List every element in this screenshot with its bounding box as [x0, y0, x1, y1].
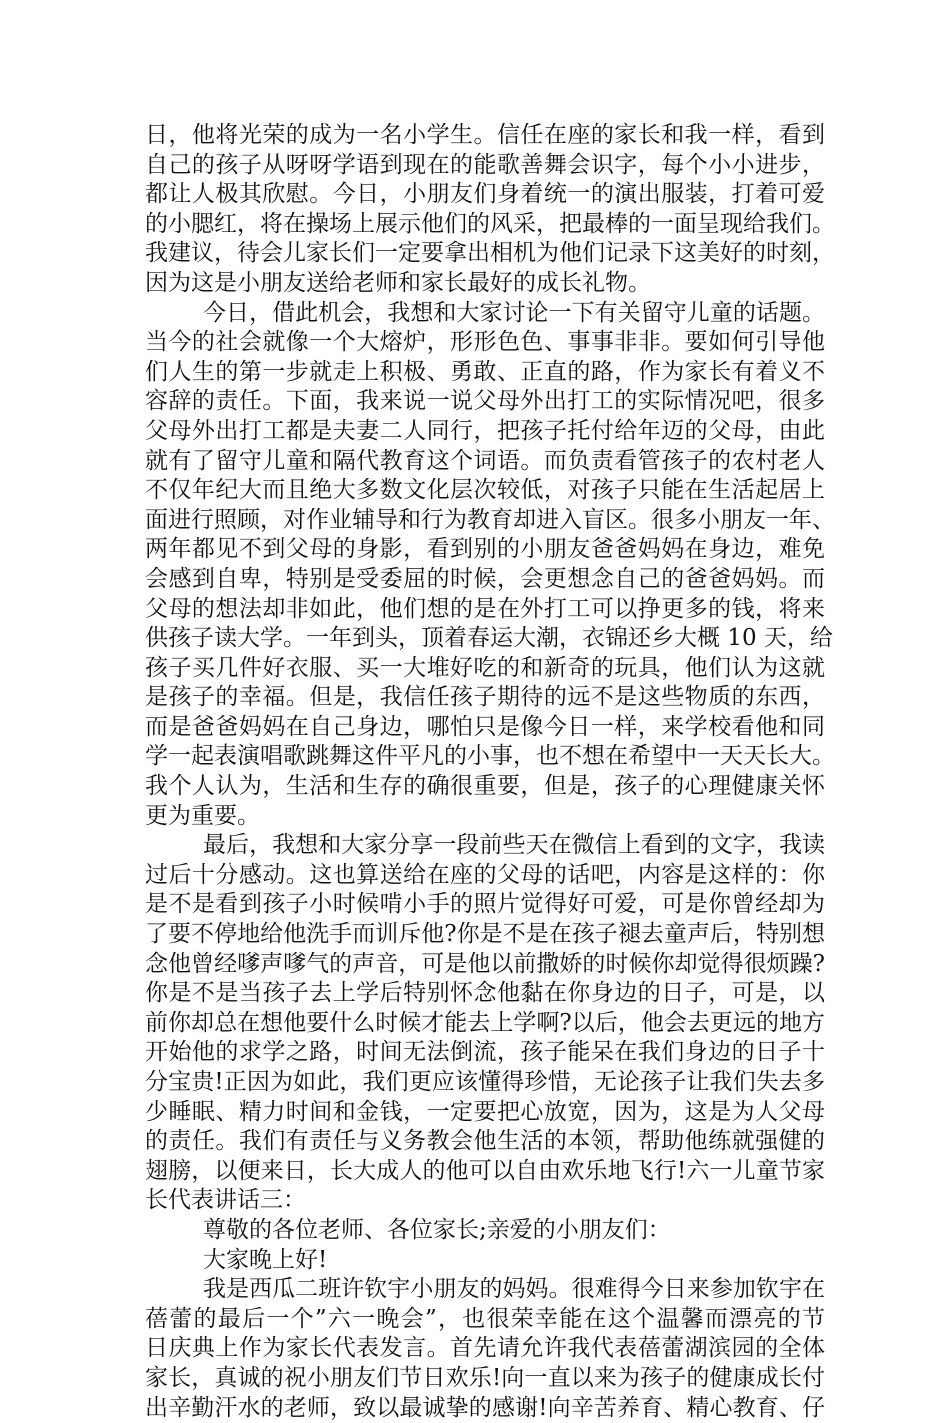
text-line: 少睡眠、精力时间和金钱，一定要把心放宽，因为，这是为人父母	[145, 1098, 825, 1125]
text-line: 你是不是当孩子去上学后特别怀念他黏在你身边的日子，可是，以	[145, 980, 825, 1007]
text-line: 长代表讲话三：	[145, 1187, 306, 1214]
document-body	[145, 121, 835, 1423]
text-line: 日，他将光荣的成为一名小学生。信任在座的家长和我一样，看到	[145, 122, 825, 148]
text-line: 蓓蕾的最后一个”六一晚会”，也很荣幸能在这个温馨而漂亮的节	[145, 1305, 825, 1332]
text-line: 分宝贵!正因为如此，我们更应该懂得珍惜，无论孩子让我们失去多	[145, 1069, 825, 1095]
text-line: 我是西瓜二班许钦宇小朋友的妈妈。很难得今日来参加钦宇在	[203, 1276, 825, 1303]
text-line: 不仅年纪大而且绝大多数文化层次较低，对孩子只能在生活起居上	[145, 477, 825, 504]
text-line: 而是爸爸妈妈在自己身边，哪怕只是像今日一样，来学校看他和同	[145, 713, 825, 740]
text-line: 今日，借此机会，我想和大家讨论一下有关留守儿童的话题。	[203, 299, 825, 326]
text-line: 父母的想法却非如此，他们想的是在外打工可以挣更多的钱，将来	[145, 595, 825, 622]
text-line: 家长，真诚的祝小朋友们节日欢乐!向一直以来为孩子的健康成长付	[145, 1364, 825, 1391]
text-line: 是孩子的幸福。但是，我信任孩子期待的远不是这些物质的东西，	[145, 684, 825, 711]
text-line: 两年都见不到父母的身影，看到别的小朋友爸爸妈妈在身边，难免	[145, 536, 825, 563]
text-line: 当今的社会就像一个大熔炉，形形色色、事事非非。要如何引导他	[145, 329, 825, 356]
text-line: 大家晚上好!	[203, 1246, 328, 1273]
text-line: 了要不停地给他洗手而训斥他?你是不是在孩子褪去童声后，特别想	[145, 921, 825, 948]
text-line: 供孩子读大学。一年到头，顶着春运大潮，衣锦还乡大概 10 天，给	[145, 625, 833, 652]
text-line: 的责任。我们有责任与义务教会他生活的本领，帮助他练就强健的	[145, 1128, 825, 1155]
text-line: 出辛勤汗水的老师，致以最诚挚的感谢!向辛苦养育、精心教育、仔	[145, 1394, 825, 1421]
text-line: 会感到自卑，特别是受委屈的时候，会更想念自己的爸爸妈妈。而	[145, 565, 825, 592]
text-line: 因为这是小朋友送给老师和家长最好的成长礼物。	[145, 269, 651, 296]
text-line: 更为重要。	[145, 802, 260, 829]
text-line: 过后十分感动。这也算送给在座的父母的话吧，内容是这样的：你	[145, 861, 825, 888]
text-line: 就有了留守儿童和隔代教育这个词语。而负责看管孩子的农村老人	[145, 447, 825, 474]
text-line: 最后，我想和大家分享一段前些天在微信上看到的文字，我读	[203, 832, 825, 859]
text-line: 我个人认为，生活和生存的确很重要，但是，孩子的心理健康关怀	[145, 773, 825, 800]
text-line: 日庆典上作为家长代表发言。首先请允许我代表蓓蕾湖滨园的全体	[145, 1335, 825, 1362]
text-line: 尊敬的各位老师、各位家长;亲爱的小朋友们：	[203, 1216, 671, 1243]
text-line: 念他曾经嗲声嗲气的声音，可是他以前撒娇的时候你却觉得很烦躁?	[145, 950, 825, 977]
text-line: 我建议，待会儿家长们一定要拿出相机为他们记录下这美好的时刻，	[145, 240, 835, 267]
text-line: 翅膀，以便来日，长大成人的他可以自由欢乐地飞行!六一儿童节家	[145, 1157, 825, 1184]
text-line: 学一起表演唱歌跳舞这件平凡的小事，也不想在希望中一天天长大。	[145, 743, 835, 770]
text-line: 们人生的第一步就走上积极、勇敢、正直的路，作为家长有着义不	[145, 358, 825, 385]
text-line: 前你却总在想他要什么时候才能去上学啊?以后，他会去更远的地方	[145, 1009, 825, 1036]
text-line: 是不是看到孩子小时候啃小手的照片觉得好可爱，可是你曾经却为	[145, 891, 825, 918]
text-line: 父母外出打工都是夫妻二人同行，把孩子托付给年迈的父母，由此	[145, 417, 825, 444]
text-line: 面进行照顾，对作业辅导和行为教育却进入盲区。很多小朋友一年、	[145, 506, 835, 533]
text-line: 自己的孩子从呀呀学语到现在的能歌善舞会识字，每个小小进步，	[145, 151, 825, 178]
text-line: 的小腮红，将在操场上展示他们的风采，把最棒的一面呈现给我们。	[145, 210, 835, 237]
text-line: 开始他的求学之路，时间无法倒流，孩子能呆在我们身边的日子十	[145, 1039, 825, 1066]
text-line: 孩子买几件好衣服、买一大堆好吃的和新奇的玩具，他们认为这就	[145, 654, 825, 681]
text-line: 都让人极其欣慰。今日，小朋友们身着统一的演出服装，打着可爱	[145, 181, 825, 208]
text-line: 容辞的责任。下面，我来说一说父母外出打工的实际情况吧，很多	[145, 388, 825, 415]
